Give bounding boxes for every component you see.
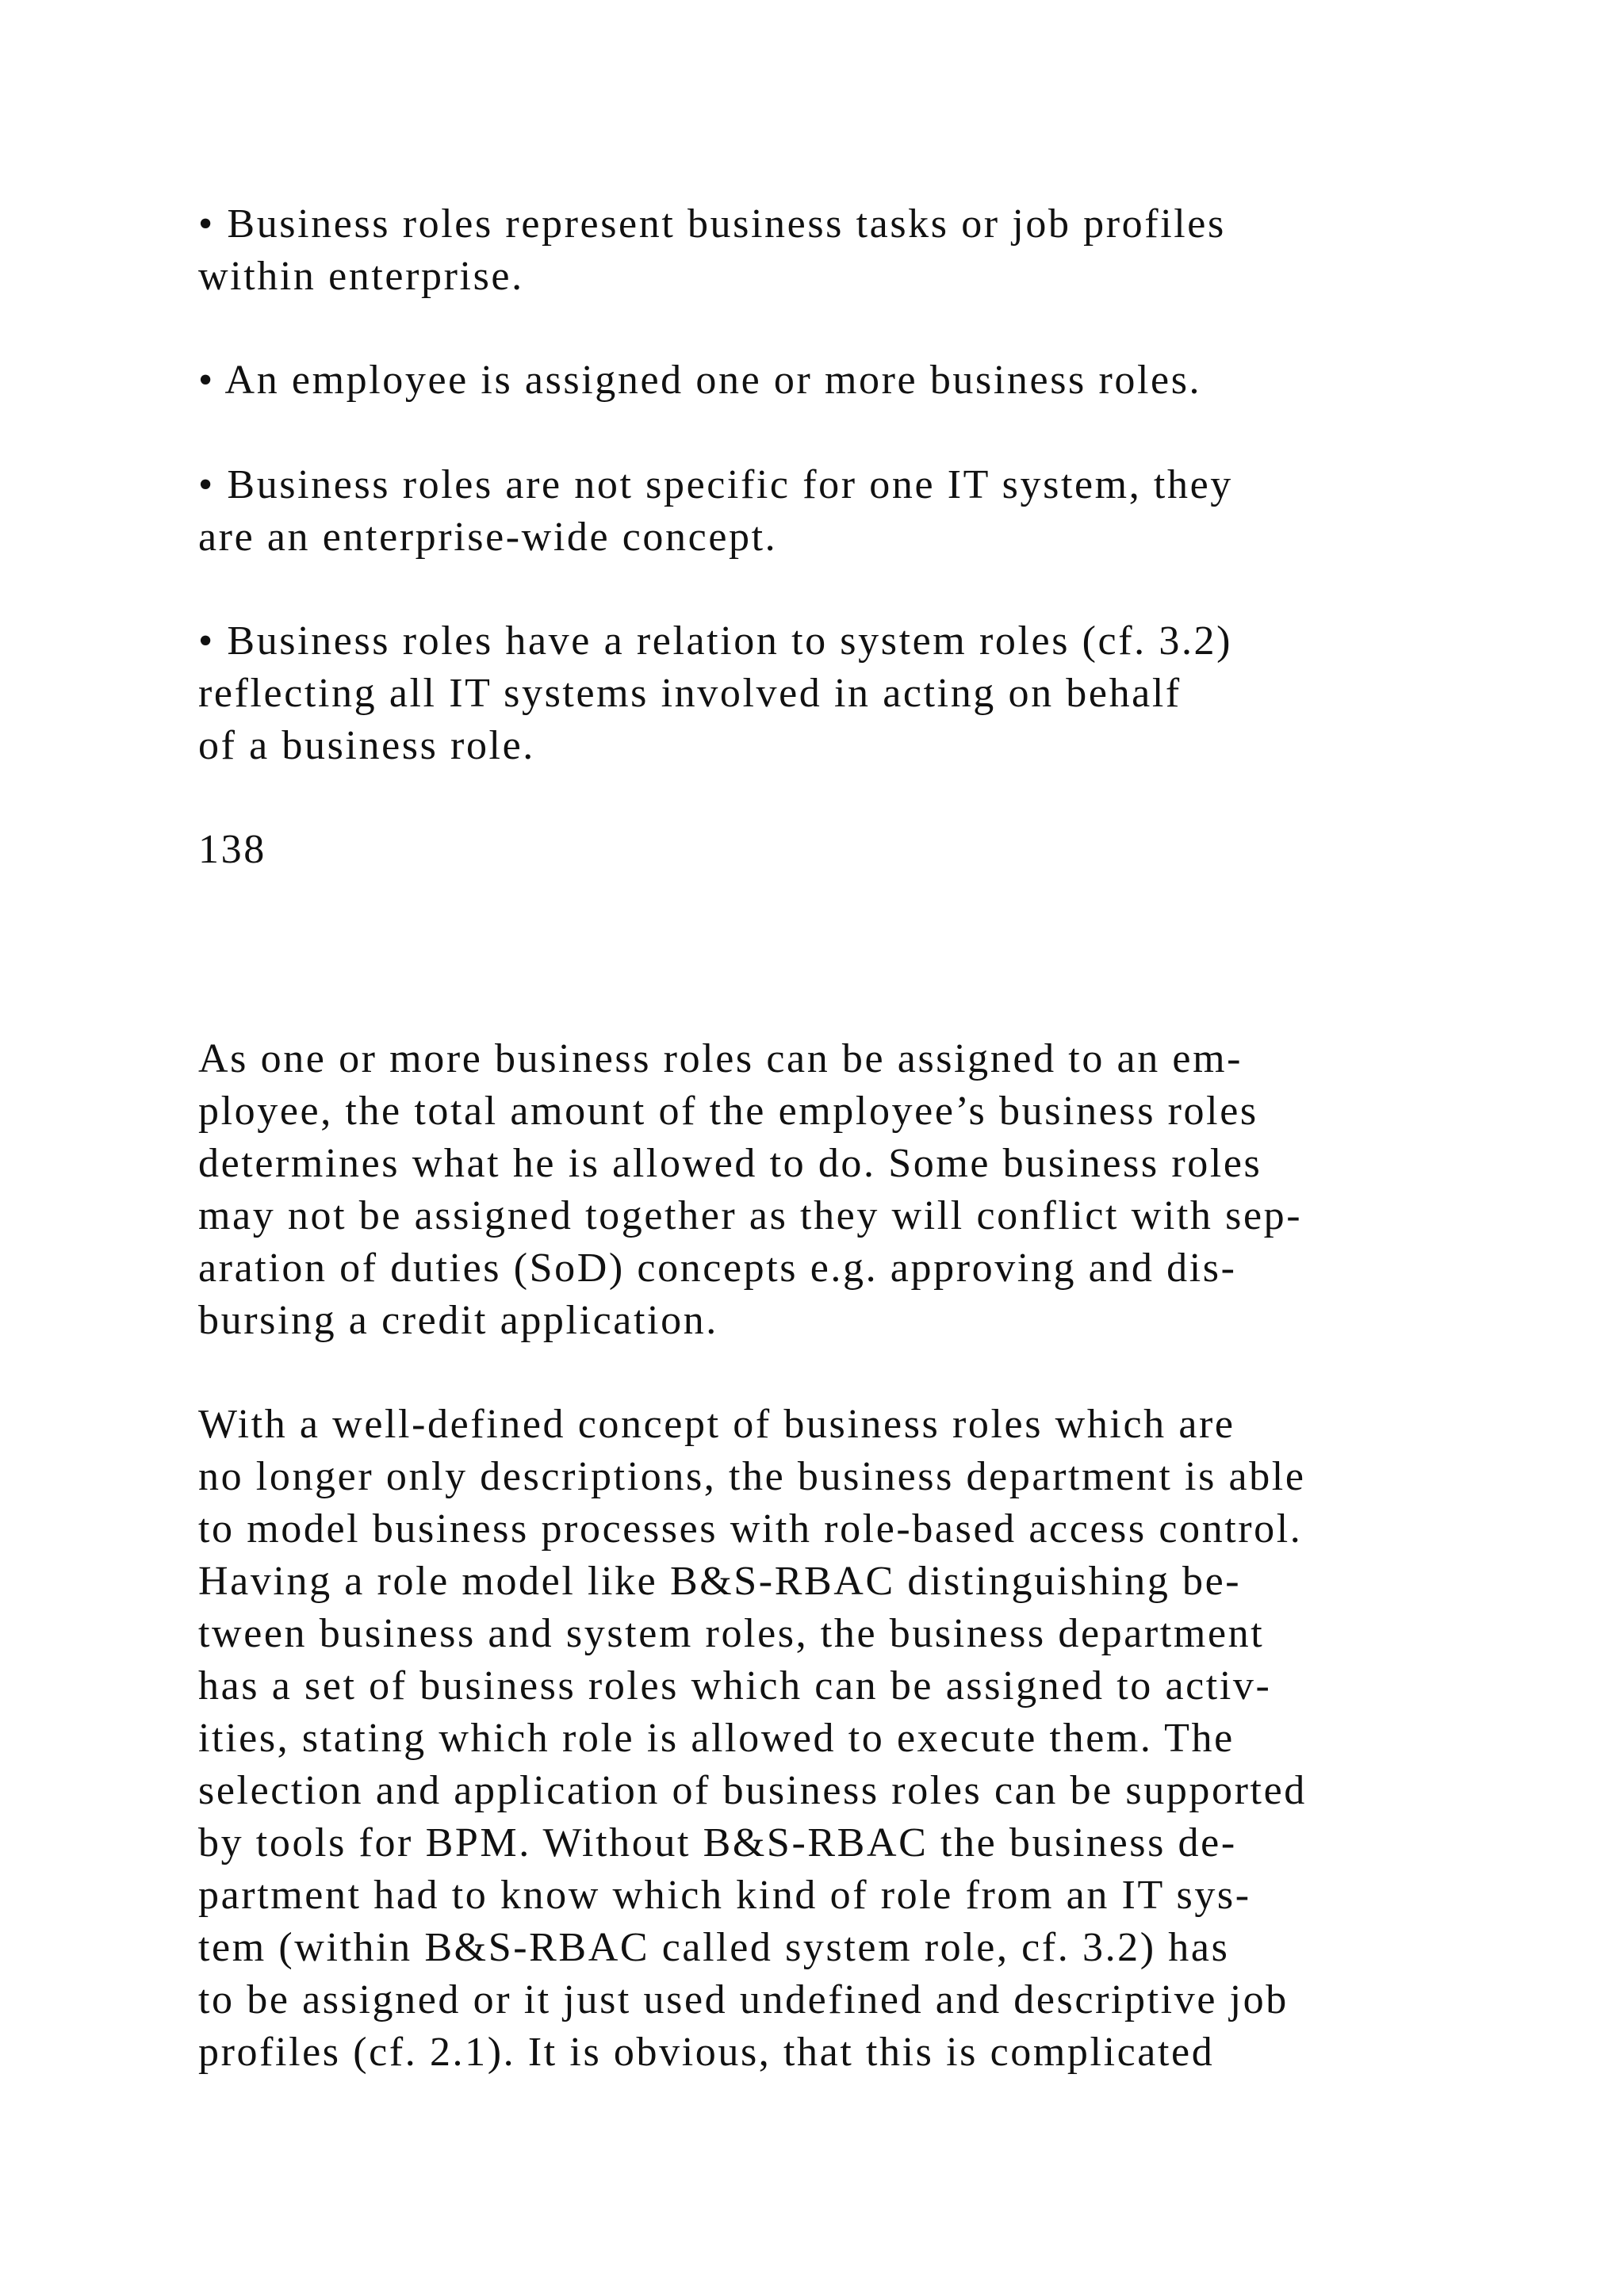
paragraph-2-line-3: to model business processes with role-based access control. — [198, 1506, 1303, 1552]
paragraph-2-line-11: tem (within B&S-RBAC called system role, cf. 3.2) has — [198, 1925, 1230, 1970]
paragraph-2-line-13: profiles (cf. 2.1). It is obvious, that this is complicated — [198, 2030, 1215, 2075]
paragraph-2-line-4: Having a role model like B&S-RBAC distinguishing be- — [198, 1559, 1242, 1604]
bullet-2-line-1: • An employee is assigned one or more business roles. — [198, 358, 1202, 403]
paragraph-1-line-3: determines what he is allowed to do. Some business roles — [198, 1141, 1262, 1186]
paragraph-2-line-6: has a set of business roles which can be assigned to activ- — [198, 1663, 1272, 1709]
paragraph-2-line-9: by tools for BPM. Without B&S-RBAC the business de- — [198, 1820, 1237, 1866]
paragraph-2-line-2: no longer only descriptions, the business department is able — [198, 1454, 1306, 1499]
paragraph-2-line-7: ities, stating which role is allowed to execute them. The — [198, 1716, 1235, 1761]
paragraph-2-line-1: With a well-defined concept of business roles which are — [198, 1402, 1235, 1447]
bullet-3-line-2: are an enterprise-wide concept. — [198, 515, 778, 560]
bullet-4-line-3: of a business role. — [198, 723, 535, 768]
page-number: 138 — [198, 827, 266, 872]
paragraph-1-line-6: bursing a credit application. — [198, 1298, 718, 1343]
bullet-1-line-2: within enterprise. — [198, 254, 524, 299]
paragraph-2-line-8: selection and application of business roles can be supported — [198, 1768, 1307, 1813]
paragraph-1-line-5: aration of duties (SoD) concepts e.g. approving and dis- — [198, 1246, 1237, 1291]
bullet-4-line-2: reflecting all IT systems involved in acting on behalf — [198, 671, 1182, 716]
paragraph-1-line-4: may not be assigned together as they will conflict with sep- — [198, 1193, 1303, 1238]
paragraph-2-line-10: partment had to know which kind of role from an IT sys- — [198, 1873, 1251, 1918]
paragraph-1-line-1: As one or more business roles can be assigned to an em- — [198, 1036, 1243, 1081]
bullet-3-line-1: • Business roles are not specific for one IT system, they — [198, 462, 1233, 507]
bullet-4-line-1: • Business roles have a relation to system roles (cf. 3.2) — [198, 618, 1233, 664]
paragraph-2-line-5: tween business and system roles, the business department — [198, 1611, 1265, 1656]
paragraph-2-line-12: to be assigned or it just used undefined and descriptive job — [198, 1977, 1289, 2022]
paragraph-1-line-2: ployee, the total amount of the employee’s business roles — [198, 1089, 1258, 1134]
bullet-1-line-1: • Business roles represent business tasks or job profiles — [198, 201, 1226, 247]
